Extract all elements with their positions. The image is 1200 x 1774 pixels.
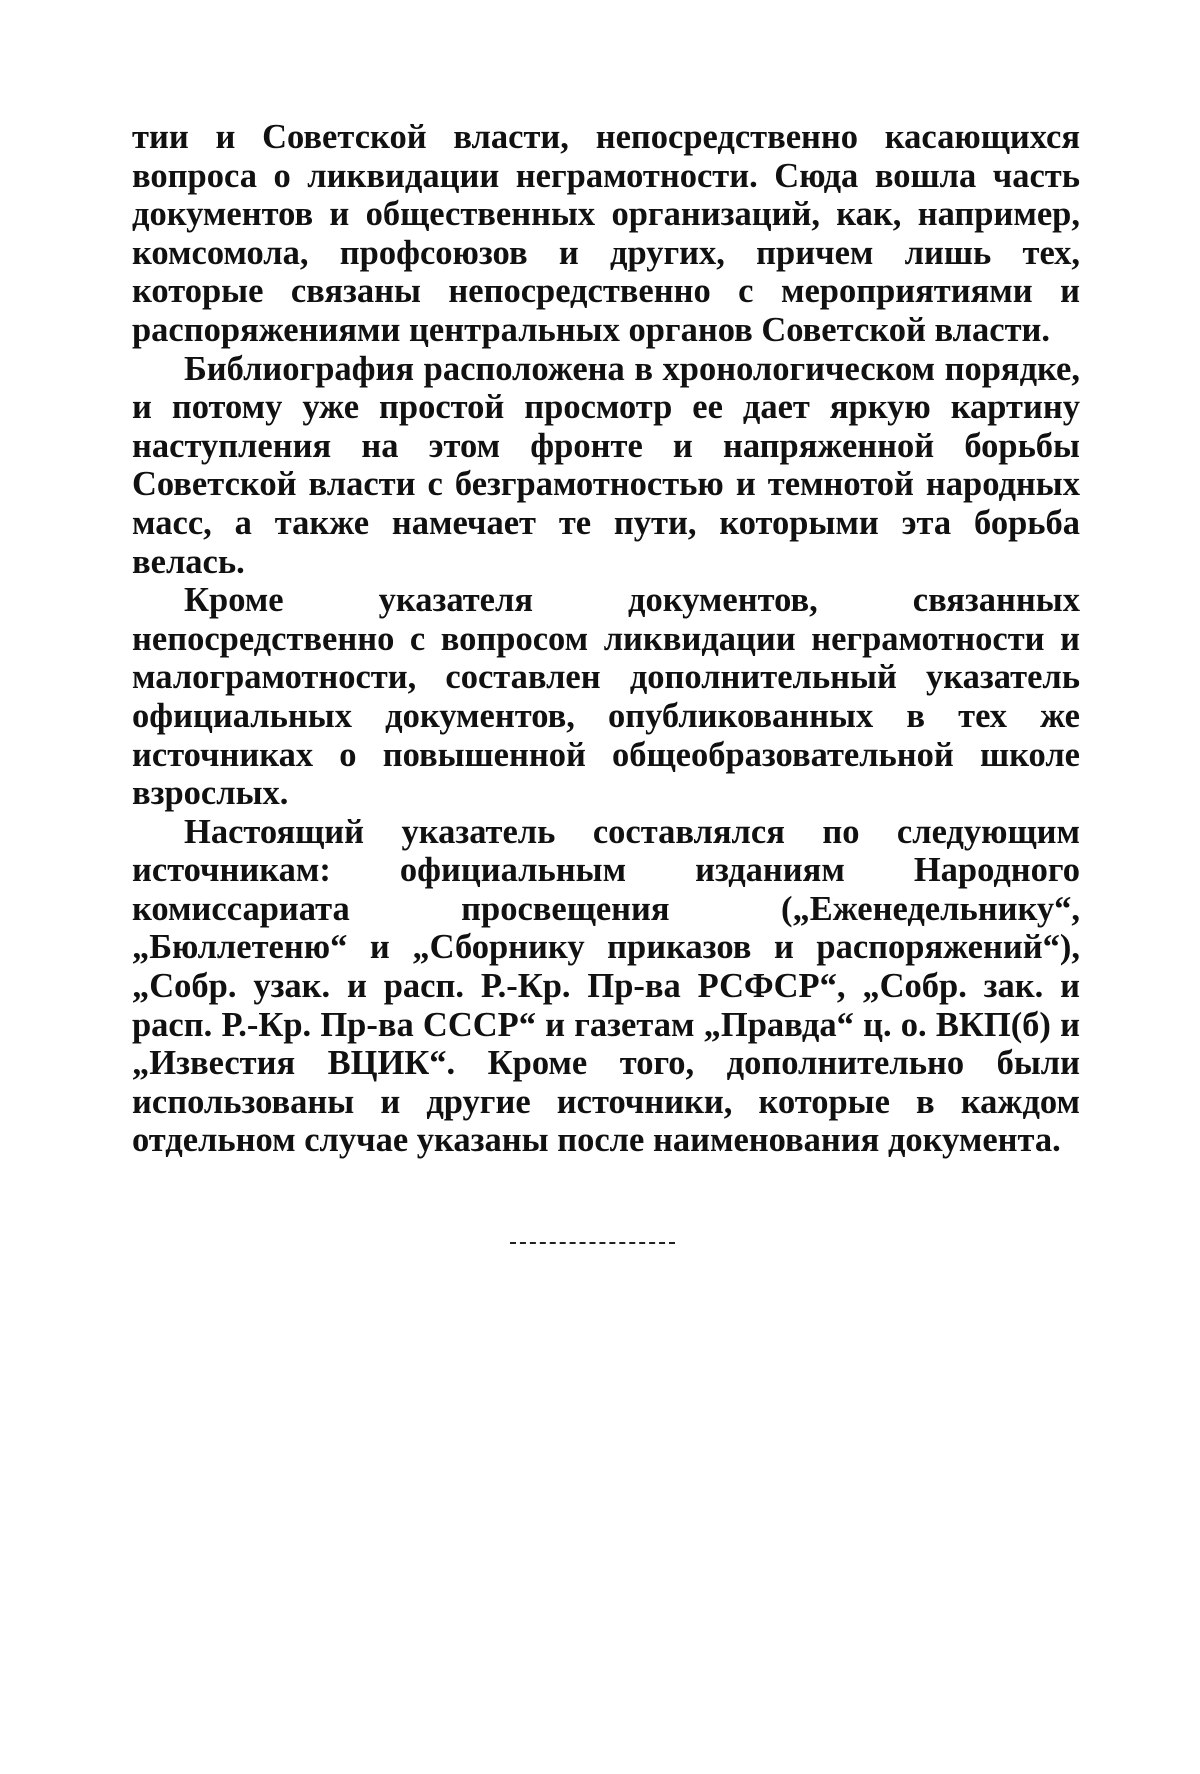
paragraph-additional-index: Кроме указателя документов, связанных непосредственно с вопросом ликвидации неграмотности и малограмотности, составлен дополнительный указатель официальных документов, опубликованных в тех же источниках о повышенной общеобразовательной школе взрослых. [132, 581, 1080, 813]
paragraph-sources: Настоящий указатель составлялся по следующим источникам: официальным изданиям Народного комиссариата просвещения („Еженедельнику“, „Бюллетеню“ и „Сборнику приказов и распоряжений“), „Собр. узак. и расп. Р.-Кр. Пр-ва РСФСР“, „Собр. зак. и расп. Р.-Кр. Пр-ва СССР“ и газетам „Правда“ ц. о. ВКП(б) и „Известия ВЦИК“. Кроме того, дополнительно были использованы и другие источники, которые в каждом отдельном случае указаны после наименования документа. [132, 812, 1080, 1160]
body-text [132, 118, 1080, 1160]
paragraph-continuation: тии и Советской власти, непосредственно касающихся вопроса о ликвидации неграмотности. Сюда вошла часть документов и общественных организаций, как, например, комсомола, профсоюзов и других, причем лишь тех, которые связаны непосредственно с мероприятиями и распоряжениями центральных органов Советской власти. [132, 118, 1080, 349]
paragraph-bibliography-order: Библиография расположена в хронологическом порядке, и потому уже простой просмотр ее дает яркую картину наступления на этом фронте и напряженной борьбы Советской власти с безграмотностью и темнотой народных масс, а также намечает те пути, которыми эта борьба велась. [132, 349, 1080, 581]
section-divider [510, 1242, 675, 1244]
